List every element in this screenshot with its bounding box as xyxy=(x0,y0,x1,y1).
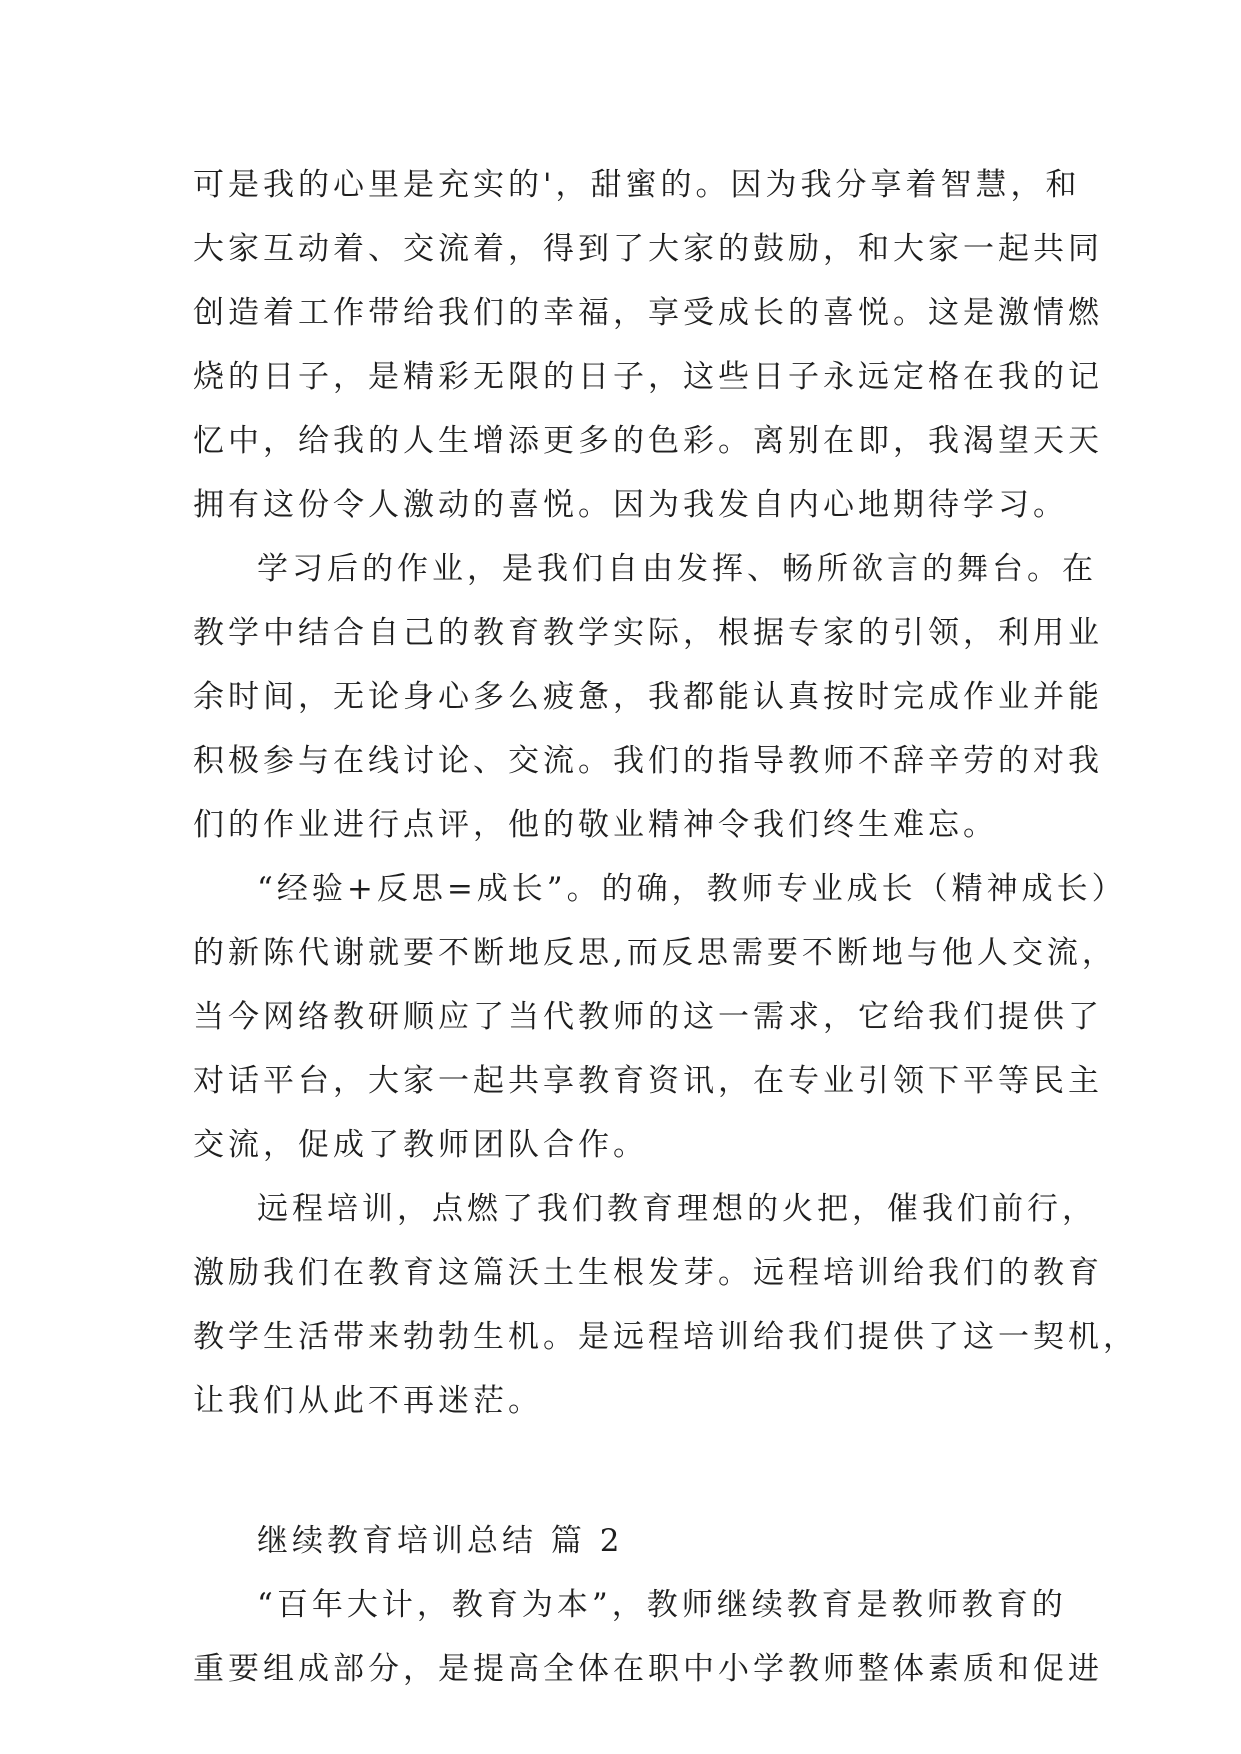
text-line: 大家互动着、交流着，得到了大家的鼓励，和大家一起共同 xyxy=(193,231,1103,267)
paragraph xyxy=(193,857,1127,1177)
paragraph xyxy=(193,1177,1138,1433)
text-line: 们的作业进行点评，他的敬业精神令我们终生难忘。 xyxy=(193,807,998,843)
text-line: “百年大计，教育为本”，教师继续教育是教师教育的 xyxy=(257,1587,1067,1623)
text-line: 激励我们在教育这篇沃土生根发芽。远程培训给我们的教育 xyxy=(193,1255,1103,1291)
text-line: 远程培训，点燃了我们教育理想的火把，催我们前行， xyxy=(257,1191,1097,1227)
text-line: 烧的日子，是精彩无限的日子，这些日子永远定格在我的记 xyxy=(193,359,1103,395)
text-line: 学习后的作业，是我们自由发挥、畅所欲言的舞台。在 xyxy=(257,551,1097,587)
document-body xyxy=(193,153,1138,1701)
text-line: 的新陈代谢就要不断地反思,而反思需要不断地与他人交流， xyxy=(193,935,1117,971)
text-line: 拥有这份令人激动的喜悦。因为我发自内心地期待学习。 xyxy=(193,487,1068,523)
text-line: 余时间，无论身心多么疲惫，我都能认真按时完成作业并能 xyxy=(193,679,1103,715)
text-line: 对话平台，大家一起共享教育资讯，在专业引领下平等民主 xyxy=(193,1063,1103,1099)
text-line: 让我们从此不再迷茫。 xyxy=(193,1383,543,1419)
section-heading: 继续教育培训总结 篇 2 xyxy=(257,1523,624,1559)
text-line: 积极参与在线讨论、交流。我们的指导教师不辞辛劳的对我 xyxy=(193,743,1103,779)
paragraph xyxy=(193,153,1103,537)
text-line: 可是我的心里是充实的'，甜蜜的。因为我分享着智慧，和 xyxy=(193,167,1081,203)
text-line: 交流，促成了教师团队合作。 xyxy=(193,1127,648,1163)
text-line: 教学中结合自己的教育教学实际，根据专家的引领，利用业 xyxy=(193,615,1103,651)
paragraph xyxy=(193,537,1103,857)
text-line: 忆中，给我的人生增添更多的色彩。离别在即，我渴望天天 xyxy=(193,423,1103,459)
text-line: 创造着工作带给我们的幸福，享受成长的喜悦。这是激情燃 xyxy=(193,295,1103,331)
text-line: 教学生活带来勃勃生机。是远程培训给我们提供了这一契机， xyxy=(193,1319,1138,1355)
text-line: 当今网络教研顺应了当代教师的这一需求，它给我们提供了 xyxy=(193,999,1103,1035)
text-line: “经验+反思=成长”。的确，教师专业成长（精神成长） xyxy=(257,871,1127,907)
section-spacer xyxy=(193,1433,1053,1509)
text-line: 重要组成部分，是提高全体在职中小学教师整体素质和促进 xyxy=(193,1651,1103,1687)
paragraph xyxy=(193,1573,1103,1701)
